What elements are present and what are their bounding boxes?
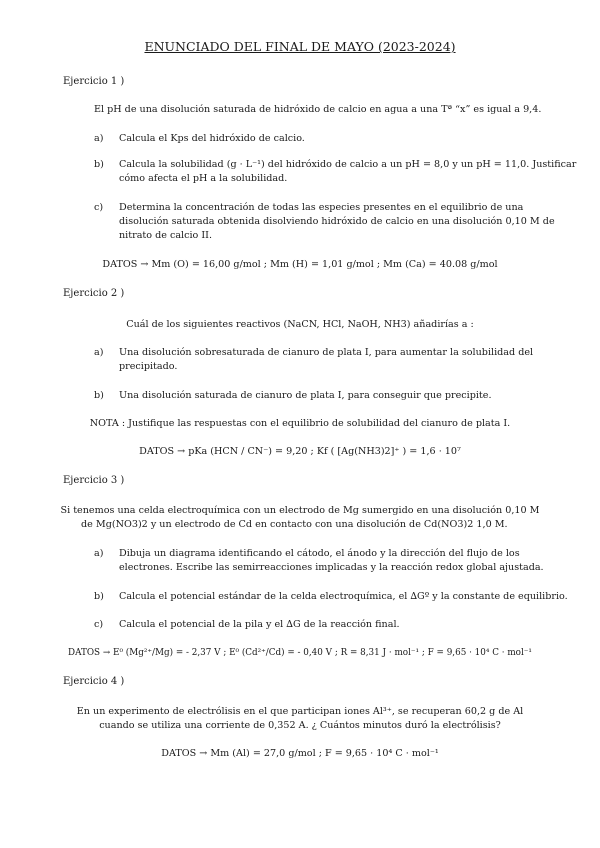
exercise-3-b-text: Calcula el potencial estándar de la celda electroquímica, el ∆Gº y la constante de equilibrio.	[119, 591, 568, 602]
exercise-3-b-label: b)	[94, 591, 104, 602]
exercise-1-c-line1: Determina la concentración de todas las especies presentes en el equilibrio de una	[119, 202, 524, 213]
exercise-2-b-label: b)	[94, 390, 104, 401]
exercise-2-a-line2: precipitado.	[119, 361, 178, 372]
exercise-3-intro-line2: de Mg(NO3)2 y un electrodo de Cd en contacto con una disolución de Cd(NO3)2 1,0 M.	[81, 519, 508, 530]
exercise-3-c-label: c)	[94, 619, 104, 630]
exercise-3-c-text: Calcula el potencial de la pila y el ∆G de la reacción final.	[119, 619, 400, 630]
exercise-2-a-line1: Una disolución sobresaturada de cianuro de plata I, para aumentar la solubilidad del	[119, 347, 534, 358]
exercise-1-a-text: Calcula el Kps del hidróxido de calcio.	[119, 133, 305, 144]
exercise-1-b-label: b)	[94, 159, 104, 170]
exercise-4-heading: Ejercicio 4 )	[63, 676, 125, 687]
exercise-3-datos: DATOS → E⁰ (Mg²⁺/Mg) = - 2,37 V ; E⁰ (Cd²⁺/Cd) = - 0,40 V ; R = 8,31 J · mol⁻¹ ; F = 9,65 · 10⁴ C · mol⁻¹	[68, 648, 532, 658]
exercise-1-c-line2: disolución saturada obtenida disolviendo hidróxido de calcio en una disolución 0,10 M de	[119, 216, 555, 227]
exercise-1-heading: Ejercicio 1 )	[63, 76, 125, 87]
page-title: ENUNCIADO DEL FINAL DE MAYO (2023-2024)	[144, 39, 456, 54]
exercise-1-datos: DATOS → Mm (O) = 16,00 g/mol ; Mm (H) = 1,01 g/mol ; Mm (Ca) = 40.08 g/mol	[102, 259, 498, 270]
exercise-1-intro: El pH de una disolución saturada de hidróxido de calcio en agua a una Tª “x” es igual a 9,4.	[94, 104, 542, 115]
exercise-3-heading: Ejercicio 3 )	[63, 475, 125, 486]
exercise-1-a-label: a)	[94, 133, 104, 144]
exercise-1-c-line3: nitrato de calcio II.	[119, 230, 213, 241]
exercise-2-intro: Cuál de los siguientes reactivos (NaCN, HCl, NaOH, NH3) añadirías a :	[126, 319, 474, 330]
exercise-2-datos: DATOS → pKa (HCN / CN⁻) = 9,20 ; Kf ( [Ag(NH3)2]⁺ ) = 1,6 · 10⁷	[139, 446, 461, 457]
exercise-2-b-text: Una disolución saturada de cianuro de plata I, para conseguir que precipite.	[119, 390, 492, 401]
exercise-3-intro-line1: Si tenemos una celda electroquímica con un electrodo de Mg sumergido en una disolución 0,10 M	[60, 505, 540, 516]
exercise-4-intro-line2: cuando se utiliza una corriente de 0,352 A. ¿ Cuántos minutos duró la electrólisis?	[99, 720, 501, 731]
exercise-1-b-line1: Calcula la solubilidad (g · L⁻¹) del hidróxido de calcio a un pH = 8,0 y un pH = 11,0. Justificar	[119, 159, 577, 170]
exercise-1-c-label: c)	[94, 202, 104, 213]
exercise-1-b-line2: cómo afecta el pH a la solubilidad.	[119, 173, 288, 184]
exercise-2-nota: NOTA : Justifique las respuestas con el equilibrio de solubilidad del cianuro de plata I.	[89, 418, 511, 429]
exercise-2-heading: Ejercicio 2 )	[63, 288, 125, 299]
exercise-3-a-label: a)	[94, 548, 104, 559]
exercise-3-a-line2: electrones. Escribe las semirreacciones implicadas y la reacción redox global ajustada.	[119, 562, 544, 573]
exercise-4-datos: DATOS → Mm (Al) = 27,0 g/mol ; F = 9,65 · 10⁴ C · mol⁻¹	[161, 748, 439, 759]
exercise-3-a-line1: Dibuja un diagrama identificando el cátodo, el ánodo y la dirección del flujo de los	[119, 548, 520, 559]
exercise-4-intro-line1: En un experimento de electrólisis en el que participan iones Al³⁺, se recuperan 60,2 g de Al	[76, 706, 524, 717]
exercise-2-a-label: a)	[94, 347, 104, 358]
